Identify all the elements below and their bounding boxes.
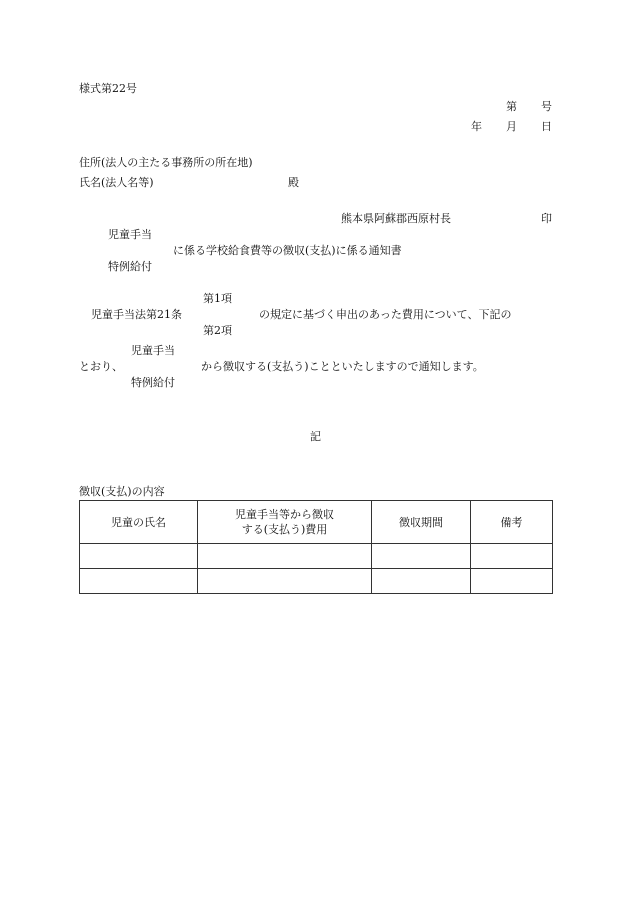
section-label: 徴収(支払)の内容 bbox=[79, 485, 165, 498]
issuer-name: 熊本県阿蘇郡西原村長 bbox=[341, 212, 451, 225]
header-child-name: 児童の氏名 bbox=[80, 501, 198, 544]
header-collected-expense: 児童手当等から徴収 する(支払う)費用 bbox=[198, 501, 372, 544]
table-cell bbox=[198, 544, 372, 569]
doc-number-dai: 第 bbox=[506, 100, 517, 113]
body-line-2: から徴収する(支払う)ことといたしますので通知します。 bbox=[201, 360, 484, 373]
title-option-child-allowance: 児童手当 bbox=[108, 228, 152, 241]
document-title: に係る学校給食費等の徴収(支払)に係る通知書 bbox=[173, 244, 402, 257]
header-collection-period: 徴収期間 bbox=[372, 501, 471, 544]
recipient-address-label: 住所(法人の主たる事務所の所在地) bbox=[79, 156, 253, 169]
date-month: 月 bbox=[506, 120, 517, 133]
table-cell bbox=[372, 569, 471, 594]
clause-1: 第1項 bbox=[203, 292, 232, 305]
date-day: 日 bbox=[541, 120, 552, 133]
table-cell bbox=[471, 569, 553, 594]
table-header-row bbox=[80, 501, 553, 544]
body-option-child-allowance: 児童手当 bbox=[131, 344, 175, 357]
body-option-special-benefit: 特例給付 bbox=[131, 376, 175, 389]
table-cell bbox=[471, 544, 553, 569]
table-cell bbox=[372, 544, 471, 569]
clause-2: 第2項 bbox=[203, 324, 232, 337]
body-line-2-prefix: とおり、 bbox=[79, 360, 123, 373]
body-line-1: の規定に基づく申出のあった費用について、下記の bbox=[259, 308, 512, 321]
form-number: 様式第22号 bbox=[79, 82, 137, 95]
ki-heading: 記 bbox=[310, 430, 321, 443]
recipient-name-label: 氏名(法人名等) bbox=[79, 176, 154, 189]
table-cell bbox=[80, 544, 198, 569]
date-year: 年 bbox=[471, 120, 482, 133]
collection-table bbox=[79, 500, 553, 594]
table-cell bbox=[198, 569, 372, 594]
table-cell bbox=[80, 569, 198, 594]
table-row bbox=[80, 569, 553, 594]
header-remarks: 備考 bbox=[471, 501, 553, 544]
doc-number-go: 号 bbox=[541, 100, 552, 113]
title-option-special-benefit: 特例給付 bbox=[108, 260, 152, 273]
table-row bbox=[80, 544, 553, 569]
law-reference: 児童手当法第21条 bbox=[91, 308, 182, 321]
recipient-honorific: 殿 bbox=[288, 176, 299, 189]
issuer-seal: 印 bbox=[541, 212, 552, 225]
